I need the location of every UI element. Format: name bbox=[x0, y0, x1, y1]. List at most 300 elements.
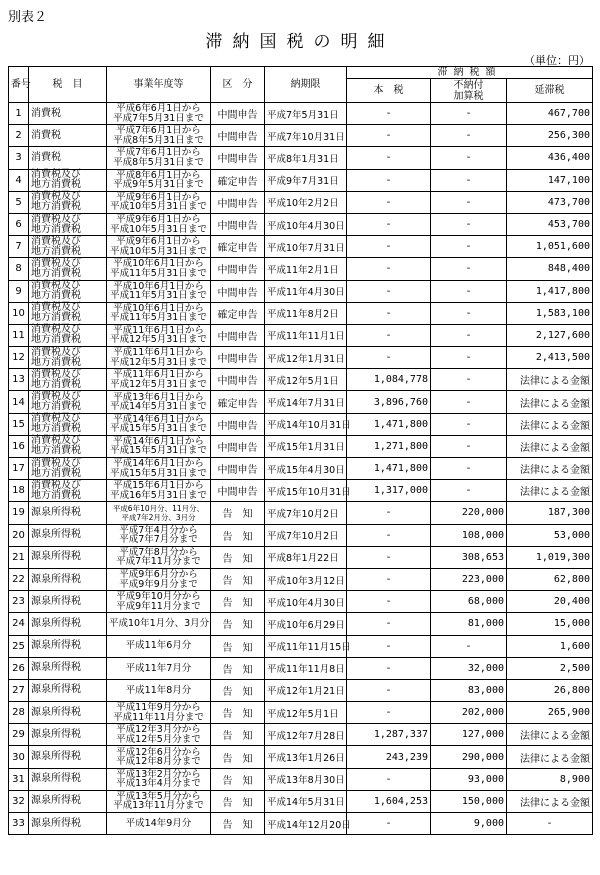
cell-tax-item-line1: 消費税及び bbox=[31, 169, 81, 181]
cell-tax-item bbox=[29, 413, 107, 435]
cell-tax-item-line1: 源泉所得税 bbox=[31, 773, 81, 785]
cell-no: 3 bbox=[9, 147, 29, 169]
cell-no: 4 bbox=[9, 169, 29, 191]
cell-period-line1: 平成10年1月分、3月分 bbox=[109, 618, 210, 630]
cell-category: 中間申告 bbox=[211, 280, 265, 302]
table-row bbox=[9, 413, 593, 435]
cell-no: 10 bbox=[9, 302, 29, 324]
cell-tax-item bbox=[29, 790, 107, 812]
cell-penalty: - bbox=[431, 213, 507, 235]
header-delinquent: 延滞税 bbox=[507, 79, 593, 103]
cell-principal: - bbox=[347, 813, 431, 835]
cell-tax-item bbox=[29, 613, 107, 635]
cell-category: 中間申告 bbox=[211, 125, 265, 147]
cell-category: 告 知 bbox=[211, 546, 265, 568]
cell-delinquent: 467,700 bbox=[507, 103, 593, 125]
cell-category: 確定申告 bbox=[211, 302, 265, 324]
cell-period bbox=[107, 480, 211, 502]
cell-period-line1: 平成11年6月1日から bbox=[113, 324, 204, 336]
table-row bbox=[9, 147, 593, 169]
table-body bbox=[9, 103, 593, 835]
cell-period-line1: 平成7年6月1日から bbox=[116, 125, 201, 137]
table-row bbox=[9, 103, 593, 125]
table-row bbox=[9, 347, 593, 369]
cell-tax-item-line1: 消費税及び bbox=[31, 324, 81, 336]
cell-period bbox=[107, 591, 211, 613]
cell-principal: - bbox=[347, 125, 431, 147]
cell-tax-item-line1: 消費税及び bbox=[31, 435, 81, 447]
cell-tax-item-line2: 地方消費税 bbox=[31, 423, 81, 435]
cell-tax-item bbox=[29, 679, 107, 701]
cell-tax-item-line1: 源泉所得税 bbox=[31, 640, 81, 652]
table-row bbox=[9, 258, 593, 280]
cell-tax-item-line1: 源泉所得税 bbox=[31, 662, 81, 674]
cell-period-line1: 平成14年6月1日から bbox=[113, 435, 204, 447]
cell-tax-item-line1: 源泉所得税 bbox=[31, 506, 81, 518]
cell-no: 12 bbox=[9, 347, 29, 369]
header-no: 番号 bbox=[9, 67, 29, 103]
page-title: 滞納国税の明細 bbox=[205, 32, 395, 52]
cell-period-line1: 平成10年6月1日から bbox=[113, 258, 204, 270]
cell-category: 告 知 bbox=[211, 702, 265, 724]
cell-no: 21 bbox=[9, 546, 29, 568]
cell-delinquent: - bbox=[507, 813, 593, 835]
cell-no: 31 bbox=[9, 768, 29, 790]
cell-deadline: 平成7年10月2日 bbox=[265, 524, 347, 546]
cell-principal: - bbox=[347, 236, 431, 258]
cell-delinquent: 147,100 bbox=[507, 169, 593, 191]
cell-period bbox=[107, 813, 211, 835]
cell-period-line1: 平成13年6月1日から bbox=[113, 391, 204, 403]
cell-category: 告 知 bbox=[211, 524, 265, 546]
cell-delinquent: 2,500 bbox=[507, 657, 593, 679]
cell-no: 15 bbox=[9, 413, 29, 435]
cell-period-line1: 平成8年6月1日から bbox=[116, 169, 201, 181]
cell-penalty: - bbox=[431, 347, 507, 369]
cell-period bbox=[107, 657, 211, 679]
cell-tax-item bbox=[29, 169, 107, 191]
cell-tax-item bbox=[29, 213, 107, 235]
cell-period bbox=[107, 568, 211, 590]
cell-deadline: 平成7年5月31日 bbox=[265, 103, 347, 125]
cell-period bbox=[107, 724, 211, 746]
cell-period-line2: 平成9年9月分まで bbox=[119, 578, 198, 590]
cell-tax-item-line1: 源泉所得税 bbox=[31, 706, 81, 718]
cell-tax-item-line1: 源泉所得税 bbox=[31, 617, 81, 629]
table-row bbox=[9, 458, 593, 480]
cell-period-line2: 平成12年5月31日まで bbox=[110, 356, 207, 368]
cell-no: 25 bbox=[9, 635, 29, 657]
cell-tax-item-line2: 地方消費税 bbox=[31, 378, 81, 390]
cell-deadline: 平成9年7月31日 bbox=[265, 169, 347, 191]
cell-tax-item bbox=[29, 480, 107, 502]
cell-category: 中間申告 bbox=[211, 103, 265, 125]
header-penalty bbox=[431, 79, 507, 103]
cell-delinquent: 法律による金額 bbox=[507, 413, 593, 435]
cell-tax-item-line1: 源泉所得税 bbox=[31, 684, 81, 696]
cell-delinquent: 1,600 bbox=[507, 635, 593, 657]
cell-tax-item bbox=[29, 125, 107, 147]
cell-principal: - bbox=[347, 103, 431, 125]
cell-period bbox=[107, 302, 211, 324]
unit-note: （単位：円） bbox=[524, 54, 590, 67]
header-amount-group: 滞納税額 bbox=[347, 67, 593, 79]
cell-period-line1: 平成9年6月1日から bbox=[116, 236, 201, 248]
cell-period-line1: 平成12年3月分から bbox=[116, 724, 201, 736]
cell-period-line1: 平成11年8月分 bbox=[125, 684, 192, 696]
cell-period-line1: 平成7年4月分から bbox=[119, 524, 198, 536]
cell-period bbox=[107, 524, 211, 546]
cell-delinquent: 1,051,600 bbox=[507, 236, 593, 258]
cell-category: 告 知 bbox=[211, 768, 265, 790]
cell-principal: 1,317,000 bbox=[347, 480, 431, 502]
cell-deadline: 平成11年8月2日 bbox=[265, 302, 347, 324]
cell-no: 14 bbox=[9, 391, 29, 413]
cell-penalty: 93,000 bbox=[431, 768, 507, 790]
table-row bbox=[9, 679, 593, 701]
cell-tax-item bbox=[29, 546, 107, 568]
cell-period bbox=[107, 324, 211, 346]
cell-tax-item bbox=[29, 280, 107, 302]
cell-tax-item-line1: 消費税及び bbox=[31, 479, 81, 491]
cell-period bbox=[107, 502, 211, 524]
cell-penalty: - bbox=[431, 169, 507, 191]
table-row bbox=[9, 635, 593, 657]
header-principal: 本 税 bbox=[347, 79, 431, 103]
cell-no: 6 bbox=[9, 213, 29, 235]
cell-category: 告 知 bbox=[211, 568, 265, 590]
cell-period bbox=[107, 147, 211, 169]
cell-category: 告 知 bbox=[211, 746, 265, 768]
cell-penalty: - bbox=[431, 458, 507, 480]
cell-tax-item-line1: 源泉所得税 bbox=[31, 728, 81, 740]
cell-penalty: 81,000 bbox=[431, 613, 507, 635]
cell-deadline: 平成14年12月20日 bbox=[265, 813, 347, 835]
cell-principal: - bbox=[347, 191, 431, 213]
cell-delinquent: 473,700 bbox=[507, 191, 593, 213]
cell-period-line2: 平成15年5月31日まで bbox=[110, 467, 207, 479]
table-row bbox=[9, 657, 593, 679]
cell-deadline: 平成11年4月30日 bbox=[265, 280, 347, 302]
table-row bbox=[9, 790, 593, 812]
cell-tax-item bbox=[29, 813, 107, 835]
cell-period bbox=[107, 391, 211, 413]
cell-tax-item-line1: 源泉所得税 bbox=[31, 551, 81, 563]
cell-deadline: 平成11年2月1日 bbox=[265, 258, 347, 280]
cell-category: 中間申告 bbox=[211, 213, 265, 235]
cell-principal: 1,287,337 bbox=[347, 724, 431, 746]
cell-delinquent: 453,700 bbox=[507, 213, 593, 235]
cell-tax-item-line1: 消費税 bbox=[31, 151, 61, 163]
cell-tax-item-line2: 地方消費税 bbox=[31, 267, 81, 279]
cell-principal: 1,471,800 bbox=[347, 413, 431, 435]
cell-category: 告 知 bbox=[211, 679, 265, 701]
cell-delinquent: 436,400 bbox=[507, 147, 593, 169]
cell-period-line2: 平成11年11月分まで bbox=[113, 711, 204, 723]
cell-category: 告 知 bbox=[211, 635, 265, 657]
cell-period-line2: 平成12年8月分まで bbox=[116, 756, 201, 768]
cell-category: 中間申告 bbox=[211, 347, 265, 369]
cell-tax-item bbox=[29, 657, 107, 679]
cell-period-line2: 平成8年5月31日まで bbox=[113, 156, 204, 168]
cell-tax-item-line2: 地方消費税 bbox=[31, 401, 81, 413]
cell-penalty: - bbox=[431, 258, 507, 280]
header-period: 事業年度等 bbox=[107, 67, 211, 103]
cell-tax-item-line2: 地方消費税 bbox=[31, 489, 81, 501]
table-row bbox=[9, 702, 593, 724]
cell-tax-item bbox=[29, 635, 107, 657]
cell-period-line1: 平成11年9月分から bbox=[116, 702, 201, 714]
cell-no: 23 bbox=[9, 591, 29, 613]
cell-delinquent: 法律による金額 bbox=[507, 369, 593, 391]
table-row bbox=[9, 546, 593, 568]
cell-period bbox=[107, 169, 211, 191]
cell-tax-item bbox=[29, 524, 107, 546]
table-row bbox=[9, 591, 593, 613]
cell-tax-item bbox=[29, 435, 107, 457]
cell-tax-item-line1: 消費税及び bbox=[31, 191, 81, 203]
cell-principal: - bbox=[347, 502, 431, 524]
cell-penalty: - bbox=[431, 369, 507, 391]
cell-delinquent: 法律による金額 bbox=[507, 435, 593, 457]
cell-no: 28 bbox=[9, 702, 29, 724]
cell-deadline: 平成10年4月30日 bbox=[265, 591, 347, 613]
cell-penalty: 32,000 bbox=[431, 657, 507, 679]
cell-delinquent: 1,019,300 bbox=[507, 546, 593, 568]
cell-category: 確定申告 bbox=[211, 391, 265, 413]
cell-no: 19 bbox=[9, 502, 29, 524]
cell-tax-item bbox=[29, 502, 107, 524]
cell-period-line1: 平成15年6月1日から bbox=[113, 480, 204, 492]
cell-period bbox=[107, 613, 211, 635]
cell-tax-item-line1: 源泉所得税 bbox=[31, 595, 81, 607]
cell-tax-item-line1: 消費税及び bbox=[31, 391, 81, 403]
cell-penalty: - bbox=[431, 125, 507, 147]
cell-principal: 1,084,778 bbox=[347, 369, 431, 391]
cell-tax-item-line1: 消費税 bbox=[31, 107, 61, 119]
cell-category: 中間申告 bbox=[211, 413, 265, 435]
cell-period-line2: 平成16年5月31日まで bbox=[110, 489, 207, 501]
cell-period-line1: 平成11年6月分 bbox=[125, 640, 192, 652]
cell-no: 8 bbox=[9, 258, 29, 280]
cell-period-line1: 平成13年2月分から bbox=[116, 768, 201, 780]
cell-principal: - bbox=[347, 768, 431, 790]
cell-penalty: 127,000 bbox=[431, 724, 507, 746]
cell-tax-item-line2: 地方消費税 bbox=[31, 312, 81, 324]
cell-category: 確定申告 bbox=[211, 169, 265, 191]
cell-tax-item bbox=[29, 347, 107, 369]
cell-principal: - bbox=[347, 280, 431, 302]
cell-period-line1: 平成11年6月1日から bbox=[113, 369, 204, 381]
cell-tax-item bbox=[29, 236, 107, 258]
cell-deadline: 平成10年7月31日 bbox=[265, 236, 347, 258]
cell-tax-item-line2: 地方消費税 bbox=[31, 290, 81, 302]
cell-principal: - bbox=[347, 213, 431, 235]
cell-no: 22 bbox=[9, 568, 29, 590]
cell-deadline: 平成7年10月2日 bbox=[265, 502, 347, 524]
cell-tax-item-line1: 源泉所得税 bbox=[31, 795, 81, 807]
cell-tax-item-line2: 地方消費税 bbox=[31, 245, 81, 257]
cell-period-line1: 平成9年6月1日から bbox=[116, 214, 201, 226]
header-penalty-line1: 不納付 bbox=[453, 79, 484, 91]
cell-category: 告 知 bbox=[211, 502, 265, 524]
cell-no: 5 bbox=[9, 191, 29, 213]
cell-category: 確定申告 bbox=[211, 236, 265, 258]
cell-no: 27 bbox=[9, 679, 29, 701]
cell-delinquent: 法律による金額 bbox=[507, 480, 593, 502]
cell-penalty: 150,000 bbox=[431, 790, 507, 812]
cell-deadline: 平成8年1月31日 bbox=[265, 147, 347, 169]
header-tax-item: 税 目 bbox=[29, 67, 107, 103]
cell-penalty: - bbox=[431, 480, 507, 502]
cell-period-line1: 平成7年6月1日から bbox=[116, 147, 201, 159]
cell-delinquent: 187,300 bbox=[507, 502, 593, 524]
cell-penalty: - bbox=[431, 191, 507, 213]
cell-delinquent: 62,800 bbox=[507, 568, 593, 590]
cell-period-line2: 平成11年5月31日まで bbox=[110, 312, 207, 324]
table-row bbox=[9, 724, 593, 746]
cell-principal: - bbox=[347, 258, 431, 280]
cell-no: 1 bbox=[9, 103, 29, 125]
cell-penalty: - bbox=[431, 324, 507, 346]
cell-deadline: 平成12年5月1日 bbox=[265, 702, 347, 724]
cell-penalty: 223,000 bbox=[431, 568, 507, 590]
cell-principal: - bbox=[347, 635, 431, 657]
table-row bbox=[9, 813, 593, 835]
cell-tax-item bbox=[29, 258, 107, 280]
cell-period bbox=[107, 103, 211, 125]
cell-principal: - bbox=[347, 679, 431, 701]
cell-period bbox=[107, 768, 211, 790]
cell-delinquent: 法律による金額 bbox=[507, 458, 593, 480]
cell-deadline: 平成15年4月30日 bbox=[265, 458, 347, 480]
cell-principal: 243,239 bbox=[347, 746, 431, 768]
cell-tax-item-line2: 地方消費税 bbox=[31, 179, 81, 191]
cell-penalty: - bbox=[431, 147, 507, 169]
cell-delinquent: 20,400 bbox=[507, 591, 593, 613]
cell-period-line2: 平成12年5月31日まで bbox=[110, 378, 207, 390]
cell-category: 中間申告 bbox=[211, 480, 265, 502]
cell-no: 11 bbox=[9, 324, 29, 346]
cell-penalty: 9,000 bbox=[431, 813, 507, 835]
cell-period-line1: 平成11年7月分 bbox=[125, 662, 192, 674]
cell-period bbox=[107, 280, 211, 302]
cell-tax-item bbox=[29, 568, 107, 590]
cell-no: 7 bbox=[9, 236, 29, 258]
cell-category: 告 知 bbox=[211, 790, 265, 812]
cell-period bbox=[107, 458, 211, 480]
cell-period-line1: 平成11年6月1日から bbox=[113, 347, 204, 359]
cell-penalty: - bbox=[431, 302, 507, 324]
cell-no: 17 bbox=[9, 458, 29, 480]
cell-tax-item-line1: 消費税及び bbox=[31, 235, 81, 247]
cell-penalty: 308,653 bbox=[431, 546, 507, 568]
table-row bbox=[9, 391, 593, 413]
table-row bbox=[9, 502, 593, 524]
cell-principal: - bbox=[347, 147, 431, 169]
table-row bbox=[9, 169, 593, 191]
cell-period bbox=[107, 679, 211, 701]
cell-tax-item bbox=[29, 324, 107, 346]
cell-principal: 3,896,760 bbox=[347, 391, 431, 413]
cell-period bbox=[107, 347, 211, 369]
cell-tax-item-line1: 消費税及び bbox=[31, 280, 81, 292]
cell-period bbox=[107, 790, 211, 812]
cell-period-line2: 平成12年5月31日まで bbox=[110, 334, 207, 346]
cell-principal: - bbox=[347, 324, 431, 346]
cell-delinquent: 15,000 bbox=[507, 613, 593, 635]
cell-no: 33 bbox=[9, 813, 29, 835]
cell-category: 中間申告 bbox=[211, 435, 265, 457]
cell-tax-item-line2: 地方消費税 bbox=[31, 223, 81, 235]
cell-deadline: 平成12年5月1日 bbox=[265, 369, 347, 391]
cell-period bbox=[107, 546, 211, 568]
cell-delinquent: 法律による金額 bbox=[507, 724, 593, 746]
cell-tax-item bbox=[29, 191, 107, 213]
cell-tax-item bbox=[29, 369, 107, 391]
cell-period-line1: 平成10年6月1日から bbox=[113, 302, 204, 314]
table-row bbox=[9, 324, 593, 346]
cell-tax-item-line1: 消費税 bbox=[31, 129, 61, 141]
cell-no: 16 bbox=[9, 435, 29, 457]
cell-no: 2 bbox=[9, 125, 29, 147]
cell-deadline: 平成12年1月31日 bbox=[265, 347, 347, 369]
cell-tax-item-line2: 地方消費税 bbox=[31, 445, 81, 457]
cell-period bbox=[107, 413, 211, 435]
cell-principal: - bbox=[347, 302, 431, 324]
cell-period-line1: 平成6年10月分、11月分、 bbox=[112, 503, 205, 513]
cell-penalty: 83,000 bbox=[431, 679, 507, 701]
cell-delinquent: 2,413,500 bbox=[507, 347, 593, 369]
cell-delinquent: 26,800 bbox=[507, 679, 593, 701]
cell-period-line2: 平成11年5月31日まで bbox=[110, 267, 207, 279]
cell-deadline: 平成11年11月8日 bbox=[265, 657, 347, 679]
cell-period-line2: 平成13年11月分まで bbox=[113, 800, 204, 812]
cell-category: 告 知 bbox=[211, 613, 265, 635]
cell-deadline: 平成10年3月12日 bbox=[265, 568, 347, 590]
cell-no: 18 bbox=[9, 480, 29, 502]
cell-period bbox=[107, 191, 211, 213]
cell-tax-item-line1: 源泉所得税 bbox=[31, 573, 81, 585]
cell-category: 告 知 bbox=[211, 591, 265, 613]
cell-no: 29 bbox=[9, 724, 29, 746]
cell-deadline: 平成14年10月31日 bbox=[265, 413, 347, 435]
cell-period bbox=[107, 258, 211, 280]
cell-period-line2: 平成7年7月分まで bbox=[119, 534, 198, 546]
cell-tax-item-line1: 消費税及び bbox=[31, 257, 81, 269]
cell-tax-item bbox=[29, 746, 107, 768]
cell-no: 26 bbox=[9, 657, 29, 679]
cell-category: 中間申告 bbox=[211, 147, 265, 169]
cell-delinquent: 265,900 bbox=[507, 702, 593, 724]
cell-period-line1: 平成10年6月1日から bbox=[113, 280, 204, 292]
cell-tax-item-line1: 消費税及び bbox=[31, 457, 81, 469]
table-row bbox=[9, 236, 593, 258]
cell-deadline: 平成10年4月30日 bbox=[265, 213, 347, 235]
header-penalty-line2: 加算税 bbox=[453, 90, 484, 102]
cell-delinquent: 256,300 bbox=[507, 125, 593, 147]
cell-principal: - bbox=[347, 613, 431, 635]
cell-tax-item-line2: 地方消費税 bbox=[31, 356, 81, 368]
table-row bbox=[9, 213, 593, 235]
cell-period-line2: 平成10年5月31日まで bbox=[110, 245, 207, 257]
cell-deadline: 平成11年11月1日 bbox=[265, 324, 347, 346]
cell-penalty: 108,000 bbox=[431, 524, 507, 546]
cell-penalty: - bbox=[431, 103, 507, 125]
cell-period-line1: 平成9年6月1日から bbox=[116, 191, 201, 203]
cell-tax-item bbox=[29, 391, 107, 413]
cell-period-line1: 平成6年6月1日から bbox=[116, 103, 201, 115]
